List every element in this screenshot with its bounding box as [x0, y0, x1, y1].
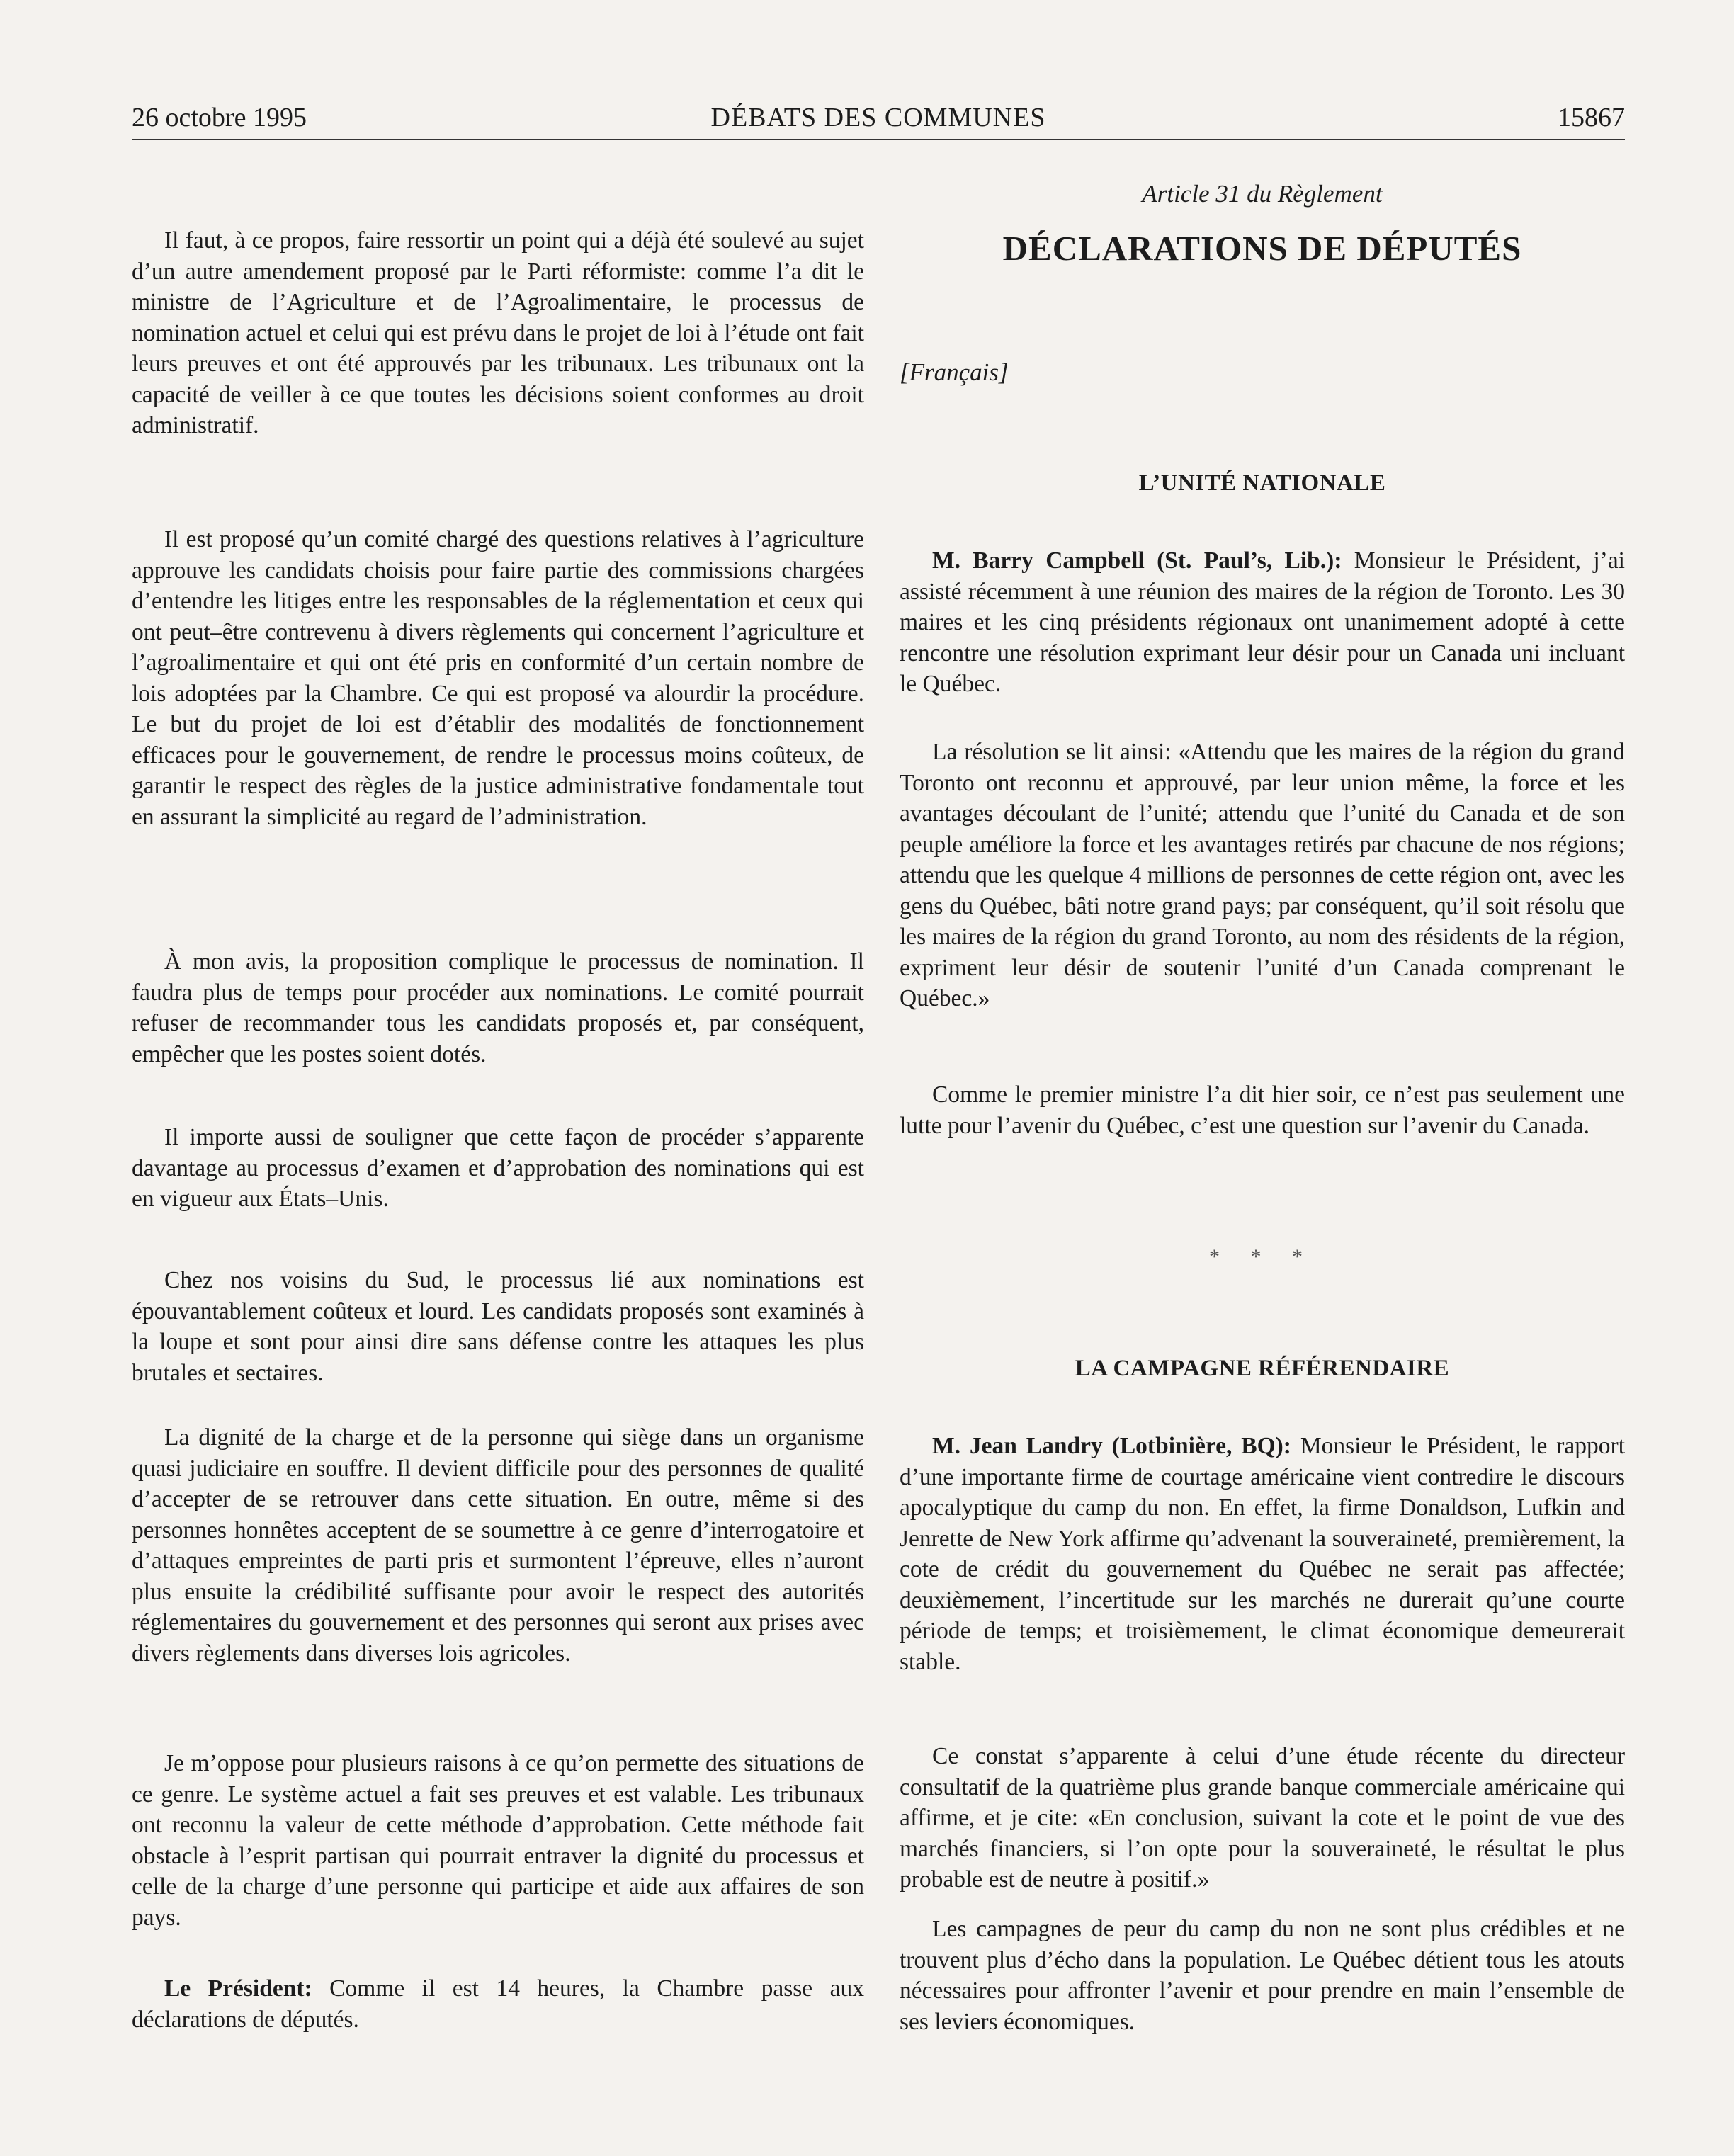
heading-national-unity: L’UNITÉ NATIONALE [1138, 470, 1386, 496]
language-tag: [Français] [900, 358, 1009, 386]
right-paragraph-resolution: La résolution se lit ainsi: «Attendu que les maires de la région du grand Toronto ont reconnu et approuvé, par leur union même, la force et les avantages découlant de l’unité; attendu que l’unité du Canada et de son peuple améliore la force et les avantages retirés par chacune de nos régions; attendu que les quelque 4 millions de personnes de cette région ont, avec les gens du Québec, bâti notre grand pays; par conséquent, qu’il soit résolu que les maires de la région du grand Toronto, au nom des résidents de la région, expriment leur désir de soutenir l’unité d’un Canada comprenant le Québec.» [900, 739, 1625, 1011]
speaker-name: M. Jean Landry (Lotbinière, BQ): [932, 1433, 1291, 1459]
left-paragraph-6: La dignité de la charge et de la personne qui siège dans un organisme quasi judiciaire en souffre. Il devient difficile pour des personnes de qualité d’accepter de se retrouver dans cette situation. En outre, même si des personnes honnêtes acceptent de se soumettre à ce genre d’interrogatoire et d’attaques empreintes de parti pris et surmontent l’épreuve, elles n’auront plus ensuite la crédibilité suffisante pour avoir le respect des autorités réglementaires du gouvernement et des personnes qui seront aux prises avec divers règlements dans diverses lois agricoles. [132, 1424, 864, 1667]
section-main-heading: DÉCLARATIONS DE DÉPUTÉS [1002, 229, 1522, 268]
right-paragraph-pm: Comme le premier ministre l’a dit hier soir, ce n’est pas seulement une lutte pour l’avenir du Québec, c’est une question sur l’avenir du Canada. [900, 1082, 1625, 1139]
president-statement [132, 1973, 864, 2035]
heading-referendum-campaign: LA CAMPAGNE RÉFÉRENDAIRE [1075, 1356, 1450, 1381]
campbell-statement [900, 545, 1625, 700]
page-header [132, 99, 1625, 140]
left-paragraph-5: Chez nos voisins du Sud, le processus lié aux nominations est épouvantablement coûteux et lourd. Les candidats proposés sont examinés à la loupe et sont pour ainsi dire sans défense contre les attaques les plus brutales et sectaires. [132, 1267, 864, 1386]
standing-order-rubric: Article 31 du Règlement [1142, 180, 1383, 208]
header-date: 26 octobre 1995 [132, 103, 307, 132]
header-title: DÉBATS DES COMMUNES [710, 103, 1046, 132]
speaker-name: M. Barry Campbell (St. Paul’s, Lib.): [932, 547, 1342, 574]
landry-statement [900, 1431, 1625, 1677]
left-paragraph-7: Je m’oppose pour plusieurs raisons à ce qu’on permette des situations de ce genre. Le système actuel a fait ses preuves et est valable. Les tribunaux ont reconnu la valeur de cette méthode d’approbation. Cette méthode fait obstacle à l’esprit partisan qui pourrait entraver la dignité du processus et celle de la charge d’une personne qui participe et aide aux affaires de son pays. [132, 1750, 864, 1931]
left-paragraph-2: Il est proposé qu’un comité chargé des questions relatives à l’agriculture approuve les candidats choisis pour faire partie des commissions chargées d’entendre les litiges entre les responsables de la réglementation et ceux qui ont peut–être contrevenu à divers règlements qui concernent l’agriculture et l’agroalimentaire et qui ont été pris en conformité d’un certain nombre de lois adoptées par la Chambre. Ce qui est proposé va alourdir la procédure. Le but du projet de loi est d’établir des modalités de fonctionnement efficaces pour le gouvernement, de rendre le processus moins coûteux, de garantir le respect des règles de la justice administrative fondamentale tout en assurant la simplicité au regard de l’administration. [132, 526, 864, 830]
landry-statement-text: Monsieur le Président, le rapport d’une importante firme de courtage américaine vient contredire le discours apocalyptique du camp du non. En effet, la firme Donaldson, Lufkin and Jenrette de New York affirme qu’advenant la souveraineté, premièrement, la cote de crédit du gouvernement du Québec ne serait pas affectée; deuxièmement, l’incertitude sur les marchés ne durerait qu’une courte période de temps; et troisièmement, le climat économique demeurerait stable. [900, 1433, 1625, 1675]
left-paragraph-3: À mon avis, la proposition complique le processus de nomination. Il faudra plus de temps pour procéder aux nominations. Le comité pourrait refuser de recommander tous les candidats proposés et, par conséquent, empêcher que les postes soient dotés. [132, 948, 864, 1067]
left-paragraph-1: Il faut, à ce propos, faire ressortir un point qui a déjà été soulevé au sujet d’un autre amendement proposé par le Parti réformiste: comme l’a dit le ministre de l’Agriculture et de l’Agroalimentaire, le processus de nomination actuel et celui qui est prévu dans le projet de loi à l’étude ont fait leurs preuves et ont été approuvés par les tribunaux. Les tribunaux ont la capacité de veiller à ce que toutes les décisions soient conformes au droit administratif. [132, 227, 864, 438]
right-paragraph-study: Ce constat s’apparente à celui d’une étude récente du directeur consultatif de la quatrième plus grande banque commerciale américaine qui affirme, et je cite: «En conclusion, suivant la cote et le point de vue des marchés financiers, si l’on opte pour la souveraineté, le résultat le plus probable est de neutre à positif.» [900, 1743, 1625, 1893]
president-statement-text: Comme il est 14 heures, la Chambre passe aux déclarations de députés. [132, 1975, 864, 2033]
campbell-statement-text: Monsieur le Président, j’ai assisté récemment à une réunion des maires de la région de Toronto. Les 30 maires et les cinq présidents régionaux ont unanimement adopté à cette rencontre une résolution exprimant leur désir pour un Canada uni incluant le Québec. [900, 547, 1625, 697]
speaker-name: Le Président: [164, 1975, 312, 2002]
left-paragraph-4: Il importe aussi de souligner que cette façon de procéder s’apparente davantage au processus d’examen et d’approbation des nominations qui est en vigueur aux États–Unis. [132, 1124, 864, 1212]
header-page-number: 15867 [1558, 103, 1625, 132]
section-separator: * * * [1209, 1245, 1315, 1269]
right-paragraph-fear-campaigns: Les campagnes de peur du camp du non ne sont plus crédibles et ne trouvent plus d’écho dans la population. Le Québec détient tous les atouts nécessaires pour affronter l’avenir et pour prendre en main l’ensemble de ses leviers économiques. [900, 1916, 1625, 2035]
